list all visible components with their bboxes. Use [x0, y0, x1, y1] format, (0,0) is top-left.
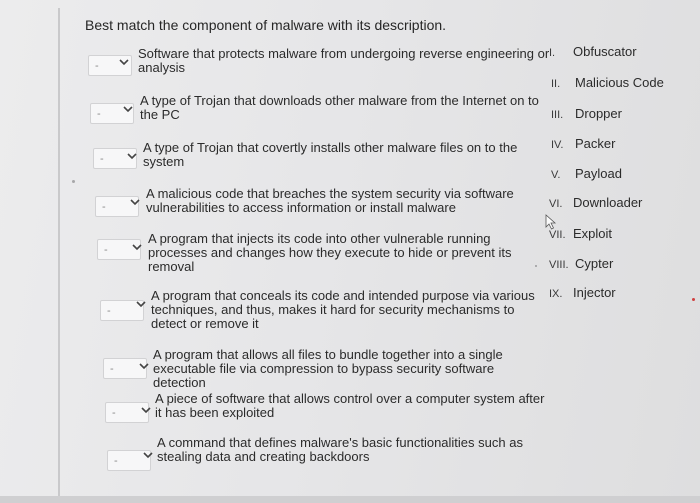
option-5 — [551, 166, 622, 181]
option-numeral: V. — [551, 169, 561, 181]
option-numeral: II. — [551, 78, 561, 90]
option-6 — [549, 195, 642, 210]
chevron-down-icon[interactable] — [118, 56, 130, 68]
select-placeholder: - — [114, 455, 118, 467]
select-placeholder: - — [112, 407, 116, 419]
option-numeral: VIII. — [549, 259, 569, 271]
select-placeholder: - — [104, 244, 108, 256]
dust-speck — [692, 298, 695, 301]
option-3 — [551, 106, 622, 121]
option-label: Malicious Code — [575, 75, 664, 90]
chevron-down-icon[interactable] — [138, 360, 150, 372]
option-numeral: IV. — [551, 139, 564, 151]
question-title: Best match the component of malware with its description. — [85, 17, 447, 33]
description-1: Software that protects malware from undergoing reverse engineering or analysis — [138, 46, 550, 75]
option-numeral: III. — [551, 109, 564, 121]
chevron-down-icon[interactable] — [135, 298, 147, 310]
select-placeholder: - — [107, 305, 111, 317]
left-frame-edge — [58, 8, 60, 503]
dust-speck — [72, 180, 75, 183]
description-6: A program that conceals its code and intended purpose via various techniques, and thus, makes it hard for security mechanisms to detect or remove it — [151, 288, 535, 331]
description-8: A piece of software that allows control over a computer system after it has been exploited — [155, 391, 545, 420]
option-7 — [549, 226, 612, 241]
select-placeholder: - — [95, 60, 99, 72]
description-2: A type of Trojan that downloads other malware from the Internet on to the PC — [140, 93, 539, 122]
chevron-down-icon[interactable] — [131, 241, 143, 253]
option-numeral: I. — [549, 47, 556, 59]
select-placeholder: - — [97, 108, 101, 120]
option-9 — [549, 285, 616, 300]
option-label: Obfuscator — [573, 44, 637, 59]
option-label: Injector — [573, 285, 616, 300]
dust-speck — [535, 265, 537, 267]
description-4: A malicious code that breaches the system security via software vulnerabilities to access information or install malware — [146, 186, 514, 215]
option-numeral: VII. — [549, 229, 566, 241]
option-label: Cypter — [575, 256, 614, 271]
chevron-down-icon[interactable] — [140, 404, 152, 416]
description-9: A command that defines malware's basic functionalities such as stealing data and creating backdoors — [157, 435, 523, 464]
option-4 — [551, 136, 615, 151]
option-numeral: IX. — [549, 288, 563, 300]
select-placeholder: - — [100, 153, 104, 165]
option-label: Payload — [575, 166, 622, 181]
description-7: A program that allows all files to bundle together into a single executable file via compression to bypass security software detection — [153, 347, 503, 390]
option-1 — [549, 44, 637, 59]
option-8 — [549, 256, 613, 271]
chevron-down-icon[interactable] — [129, 196, 141, 208]
description-3: A type of Trojan that covertly installs other malware files on to the system — [143, 140, 518, 169]
option-2 — [551, 75, 664, 90]
chevron-down-icon[interactable] — [126, 150, 138, 162]
option-label: Downloader — [573, 195, 643, 210]
mouse-pointer-icon — [545, 214, 557, 230]
bottom-frame-edge — [0, 496, 700, 503]
chevron-down-icon[interactable] — [122, 103, 134, 115]
chevron-down-icon[interactable] — [142, 449, 154, 461]
option-numeral: VI. — [549, 198, 563, 210]
option-label: Exploit — [573, 226, 613, 241]
select-placeholder: - — [110, 363, 114, 375]
select-placeholder: - — [102, 201, 106, 213]
description-5: A program that injects its code into other vulnerable running processes and changes how they execute to hide or prevent its removal — [148, 231, 512, 274]
option-label: Dropper — [575, 106, 622, 121]
option-label: Packer — [575, 136, 616, 151]
